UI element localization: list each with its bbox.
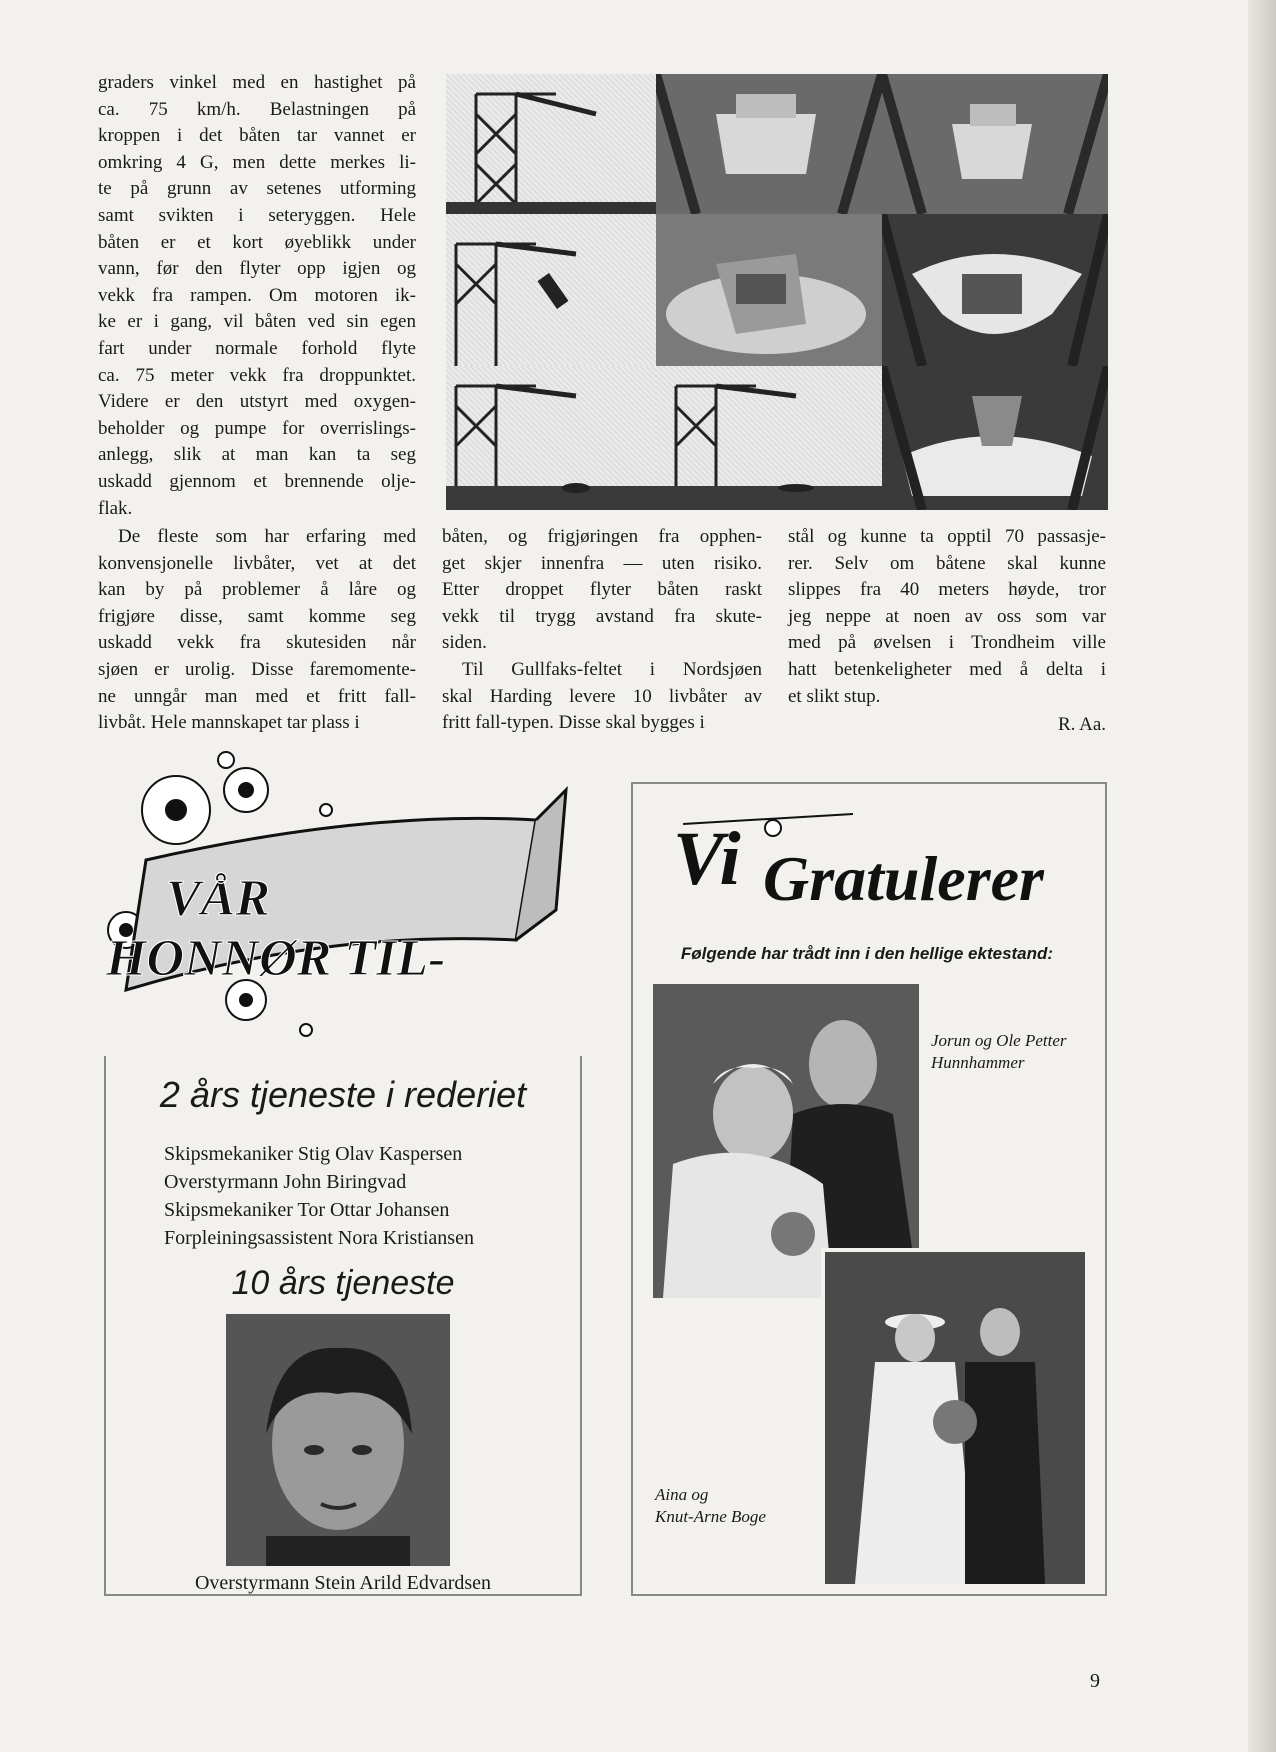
flower-icon — [765, 820, 781, 836]
article-column-1 — [98, 70, 416, 522]
text-line: omkring 4 G, men dette merkes li- — [98, 151, 416, 173]
article-col3-text — [788, 524, 1106, 710]
svg-text:Gratulerer: Gratulerer — [763, 843, 1044, 914]
wedding-caption-2 — [655, 1484, 766, 1528]
text-line: vann, før den flyter opp igjen og — [98, 258, 416, 280]
text-line: siden. — [442, 632, 487, 654]
photo-frame-6 — [882, 214, 1108, 366]
text-line: livbåt. Hele mannskapet tar plass i — [98, 712, 360, 734]
photo-frame-8 — [656, 366, 882, 510]
photo-frame-2 — [656, 74, 882, 214]
list-item: Skipsmekaniker Stig Olav Kaspersen — [164, 1143, 463, 1165]
text-line: fritt fall-typen. Disse skal bygges i — [442, 712, 705, 734]
couple-2-line-2: Knut-Arne Boge — [655, 1507, 766, 1526]
text-line: De fleste som har erfaring med — [118, 526, 416, 547]
service-2-list — [164, 1140, 474, 1252]
page-edge — [1248, 0, 1276, 1752]
list-item: Overstyrmann John Biringvad — [164, 1171, 407, 1193]
wedding-photo-2 — [821, 1248, 1089, 1588]
honnor-box — [104, 1056, 582, 1596]
list-item: Forpleiningsassistent Nora Kristiansen — [164, 1227, 474, 1249]
text-line: et slikt stup. — [788, 685, 881, 707]
article-col1b-text — [98, 524, 416, 737]
photo-frame-5 — [656, 214, 882, 366]
text-line: anlegg, slik at man kan ta seg — [98, 444, 416, 466]
portrait-photo — [226, 1314, 450, 1566]
article-column-2 — [442, 524, 762, 737]
couple-1-line-1: Jorun og Ole Petter — [931, 1031, 1067, 1050]
text-line: te på grunn av setenes utforming — [98, 178, 416, 200]
article-signature: R. Aa. — [1057, 714, 1106, 736]
text-line: ne unngår man med et fritt fall- — [98, 685, 416, 707]
svg-text:Vi: Vi — [673, 817, 741, 901]
text-line: Videre er den utstyrt med oxygen- — [98, 391, 416, 413]
article-column-3 — [788, 524, 1106, 739]
text-line: slippes fra 40 meters høyde, tror — [788, 579, 1106, 601]
banner-line-1: VÅR — [166, 870, 271, 927]
photo-frame-7 — [446, 366, 656, 510]
article-col2-text — [442, 524, 762, 657]
text-line: graders vinkel med en hastighet på — [98, 72, 416, 93]
service-2-heading: 2 års tjeneste i rederiet — [159, 1074, 527, 1115]
text-line: Til Gullfaks-feltet i Nordsjøen — [462, 658, 762, 680]
couple-2-line-1: Aina og — [655, 1485, 709, 1504]
article-column-1-lower — [98, 524, 416, 737]
gratulerer-title — [653, 804, 1073, 934]
text-line: kroppen i det båten tar vannet er — [98, 125, 416, 147]
text-line: flak. — [98, 497, 133, 519]
text-line: frigjøre disse, samt komme seg — [98, 605, 416, 627]
text-line: kan by på problemer å låre og — [98, 579, 416, 601]
wedding-caption-1 — [931, 1030, 1067, 1074]
text-line: fart under normale forhold flyte — [98, 337, 416, 359]
photo-frame-1 — [446, 74, 656, 214]
text-line: get skjer innenfra — uten risiko. — [442, 552, 762, 574]
page-number: 9 — [1090, 1670, 1100, 1692]
text-line: båten, og frigjøringen fra opphen- — [442, 526, 762, 547]
text-line: stål og kunne ta opptil 70 passasje- — [788, 526, 1106, 547]
text-line: ca. 75 meter vekk fra droppunktet. — [98, 364, 416, 386]
honnor-banner — [66, 750, 586, 1050]
text-line: rer. Selv om båtene skal kunne — [788, 552, 1106, 574]
text-line: med på øvelsen i Trondheim ville — [788, 632, 1106, 654]
photo-frame-9 — [882, 366, 1108, 510]
text-line: uskadd vekk fra skutesiden når — [98, 632, 416, 654]
text-line: beholder og pumpe for overrislings- — [98, 417, 416, 439]
article-col1-text — [98, 70, 416, 522]
text-line: vekk til trygg avstand fra skute- — [442, 605, 762, 627]
text-line: sjøen er urolig. Disse faremomente- — [98, 658, 416, 680]
text-line: vekk fra rampen. Om motoren ik- — [98, 284, 416, 306]
text-line: uskadd gjennom et brennende olje- — [98, 470, 416, 492]
article-col2b-text — [442, 657, 762, 737]
text-line: ke er i gang, vil båten ved sin egen — [98, 311, 416, 333]
gratulerer-box — [631, 782, 1107, 1596]
text-line: jeg neppe at noen av oss som var — [788, 605, 1106, 627]
banner-line-2: HONNØR TIL- — [106, 930, 446, 987]
lifeboat-drop-photo-sequence — [446, 74, 1108, 510]
photo-frame-3 — [882, 74, 1108, 214]
gratulerer-subtitle: Følgende har trådt inn i den hellige ektestand: — [680, 944, 1054, 963]
text-line: båten er et kort øyeblikk under — [98, 231, 416, 253]
photo-frame-4 — [446, 214, 656, 366]
list-item: Skipsmekaniker Tor Ottar Johansen — [164, 1199, 450, 1221]
portrait-caption: Overstyrmann Stein Arild Edvardsen — [194, 1572, 492, 1594]
text-line: konvensjonelle livbåter, vet at det — [98, 552, 416, 574]
service-10-heading: 10 års tjeneste — [231, 1264, 455, 1302]
couple-1-line-2: Hunnhammer — [931, 1053, 1025, 1072]
text-line: Etter droppet flyter båten raskt — [442, 579, 762, 601]
text-line: samt svikten i seteryggen. Hele — [98, 204, 416, 226]
text-line: hatt betenkeligheter med å delta i — [788, 658, 1106, 680]
text-line: skal Harding levere 10 livbåter av — [442, 685, 762, 707]
text-line: ca. 75 km/h. Belastningen på — [98, 98, 416, 120]
